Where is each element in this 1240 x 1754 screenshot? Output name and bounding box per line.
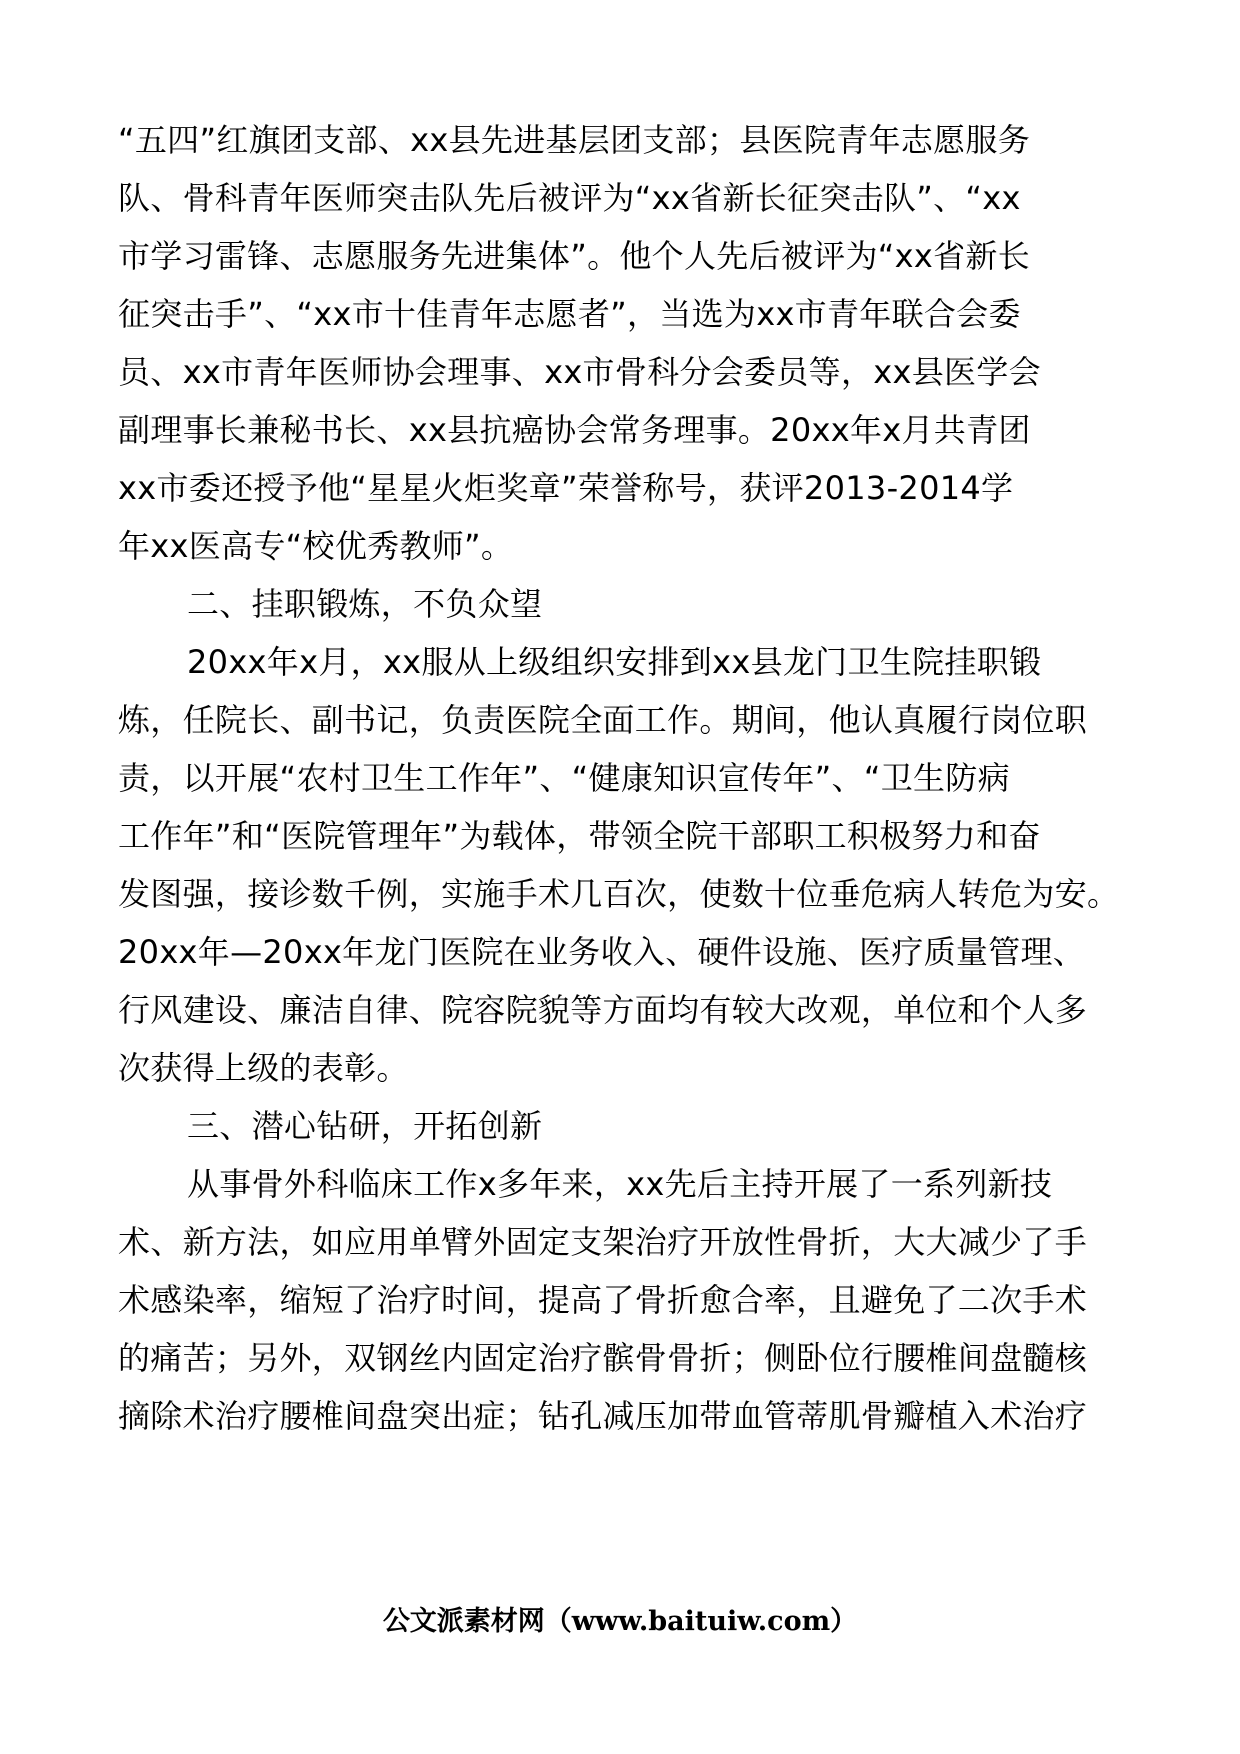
paragraph-line: 市学习雷锋、志愿服务先进集体”。他个人先后被评为“xx省新长 — [118, 237, 1031, 275]
paragraph-line: 20xx年—20xx年龙门医院在业务收入、硬件设施、医疗质量管理、 — [118, 933, 1086, 971]
paragraph-line: 发图强，接诊数千例，实施手术几百次，使数十位垂危病人转危为安。 — [118, 875, 1120, 913]
section-heading-2: 二、挂职锻炼，不负众望 — [187, 585, 543, 623]
paragraph-line: 摘除术治疗腰椎间盘突出症；钻孔减压加带血管蒂肌骨瓣植入术治疗 — [118, 1397, 1088, 1435]
paragraph-line: 队、骨科青年医师突击队先后被评为“xx省新长征突击队”、“xx — [118, 179, 1021, 217]
paragraph-line: 20xx年x月，xx服从上级组织安排到xx县龙门卫生院挂职锻 — [187, 643, 1042, 681]
paragraph-line: 行风建设、廉洁自律、院容院貌等方面均有较大改观，单位和个人多 — [118, 991, 1088, 1029]
paragraph-line: 责，以开展“农村卫生工作年”、“健康知识宣传年”、“卫生防病 — [118, 759, 1010, 797]
paragraph-line: 术、新方法，如应用单臂外固定支架治疗开放性骨折，大大减少了手 — [118, 1223, 1088, 1261]
footer-watermark: 公文派素材网（www.baituiw.com） — [382, 1606, 858, 1637]
paragraph-line: 征突击手”、“xx市十佳青年志愿者”，当选为xx市青年联合会委 — [118, 295, 1021, 333]
section-heading-3: 三、潜心钻研，开拓创新 — [187, 1107, 543, 1145]
paragraph-line: 的痛苦；另外，双钢丝内固定治疗髌骨骨折；侧卧位行腰椎间盘髓核 — [118, 1339, 1088, 1377]
paragraph-line: 员、xx市青年医师协会理事、xx市骨科分会委员等，xx县医学会 — [118, 353, 1041, 391]
paragraph-line: xx市委还授予他“星星火炬奖章”荣誉称号，获评2013-2014学 — [118, 469, 1014, 507]
paragraph-line: 工作年”和“医院管理年”为载体，带领全院干部职工积极努力和奋 — [118, 817, 1041, 855]
paragraph-line: 术感染率，缩短了治疗时间，提高了骨折愈合率，且避免了二次手术 — [118, 1281, 1088, 1319]
paragraph-line: 炼，任院长、副书记，负责医院全面工作。期间，他认真履行岗位职 — [118, 701, 1088, 739]
paragraph-line: 次获得上级的表彰。 — [118, 1049, 409, 1087]
paragraph-line: 从事骨外科临床工作x多年来，xx先后主持开展了一系列新技 — [187, 1165, 1053, 1203]
paragraph-line: 副理事长兼秘书长、xx县抗癌协会常务理事。20xx年x月共青团 — [118, 411, 1031, 449]
paragraph-line: “五四”红旗团支部、xx县先进基层团支部；县医院青年志愿服务 — [118, 121, 1031, 159]
paragraph-line: 年xx医高专“校优秀教师”。 — [118, 527, 514, 565]
